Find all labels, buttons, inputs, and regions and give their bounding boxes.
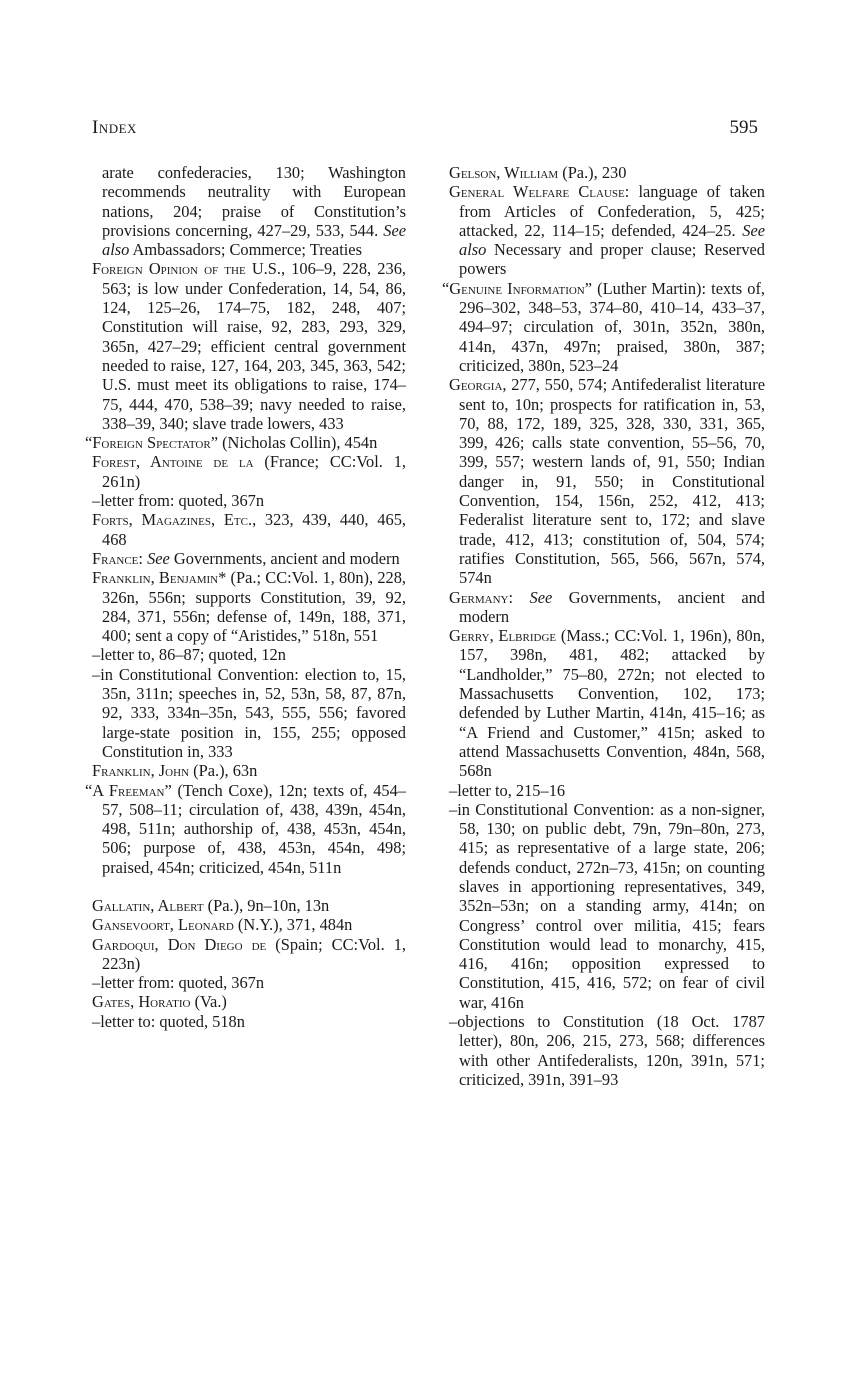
- entry-text: , 323, 439, 440, 465, 468: [102, 510, 406, 549]
- entry-text: (Va.): [190, 992, 227, 1012]
- entry-text: :: [138, 548, 148, 568]
- index-entry: [449, 375, 765, 587]
- running-title: Index: [92, 117, 137, 138]
- entry-text: (N.Y.), 371, 484n: [233, 915, 353, 935]
- entry-text: (Luther Martin): texts of, 296–302, 348–53, 374–80, 410–14, 433–37, 494–97; circulation of, 301n, 352n, 380n, 414n, 437n, 497n; praised, 380n, 387; criticized, 380n, 523–24: [459, 278, 765, 375]
- index-entry: [92, 452, 406, 491]
- index-entry: [92, 163, 406, 259]
- entry-text: :: [508, 587, 530, 607]
- entry-heading: “Foreign Spectator”: [85, 433, 218, 453]
- see-also-ref: See also: [459, 220, 765, 260]
- entry-text: (France; CC:Vol. 1, 261n): [102, 452, 406, 491]
- index-entry: [92, 935, 406, 974]
- entry-heading: France: [92, 548, 139, 568]
- entry-gap: [92, 877, 406, 896]
- index-entry: [92, 973, 406, 992]
- index-entry: [92, 761, 406, 780]
- index-entry: [92, 510, 406, 549]
- index-entry: [449, 781, 765, 800]
- see-also-ref: See: [147, 548, 170, 568]
- entry-heading: Forest, Antoine de la: [92, 452, 254, 472]
- entry-heading: Foreign Opinion of the U.S.: [92, 259, 281, 279]
- entry-text: –in Constitutional Convention: as a non-signer, 58, 130; on public debt, 79n, 79n–80n, 273, 415; as representative of a large state, 206; defends conduct, 272n–73, 415n; on counting slaves in apportioning representatives, 349, 352n–53n; on a standing army, 414n; on Congress’ control over militia, 415; fears Constitution would lead to monarchy, 415, 416, 416n; opposition expressed to Constitution, 415, 416, 572; on fear of civil war, 416n: [449, 799, 765, 1012]
- entry-heading: Gelson, William: [449, 163, 559, 182]
- entry-heading: Gates, Horatio: [92, 992, 191, 1012]
- page-number: 595: [729, 117, 758, 138]
- index-entry: [85, 433, 406, 453]
- index-column-right: [442, 163, 766, 1089]
- index-column-left: [85, 163, 407, 1031]
- entry-text: (Mass.; CC:Vol. 1, 196n), 80n, 157, 398n, 481, 482; attacked by “Landholder,” 75–80, 272n; not elected to Massachusetts Convention, 102, 173; defended by Luther Martin, 414n, 415–16; as “A Friend and Customer,” 415n; asked to attend Massachusetts Convention, 484n, 568, 568n: [459, 626, 766, 781]
- index-entry: [92, 259, 406, 433]
- entry-text: (Pa.), 230: [558, 163, 627, 182]
- index-entry: [92, 896, 406, 915]
- entry-text: (Nicholas Collin), 454n: [217, 433, 378, 453]
- cross-reference-text: Governments, ancient and modern: [459, 587, 765, 626]
- entry-heading: Georgia: [449, 375, 503, 395]
- index-entry: [92, 549, 406, 568]
- see-also-ref: See: [529, 587, 553, 607]
- index-entry: [449, 1012, 765, 1089]
- index-entry: [92, 645, 406, 664]
- index-entry: [92, 491, 406, 510]
- entry-heading: Gerry, Elbridge: [449, 626, 557, 646]
- entry-heading: “A Freeman”: [85, 780, 172, 800]
- entry-heading: Gardoqui, Don Diego de: [92, 934, 267, 954]
- entry-text: , 106–9, 228, 236, 563; is low under Confederation, 14, 54, 86, 124, 125–26, 174–75, 182, 248, 407; Constitution will raise, 92, 283, 293, 329, 365n, 427–29; efficient central government needed to raise, 127, 164, 203, 345, 363, 542; U.S. must meet its obligations to raise, 174–75, 444, 470, 538–39; navy needed to raise, 338–39, 340; slave trade lowers, 433: [102, 259, 406, 433]
- entry-text: –letter from: quoted, 367n: [92, 973, 265, 993]
- page-header: [92, 117, 758, 143]
- index-entry: [442, 278, 765, 375]
- cross-reference-text: Necessary and proper clause; Reserved powers: [459, 240, 765, 279]
- entry-heading: Gallatin, Albert: [92, 895, 204, 915]
- entry-heading: Forts, Magazines, Etc.: [92, 510, 253, 530]
- index-entry: [92, 1012, 406, 1031]
- index-entry: [449, 182, 765, 278]
- index-entry: [92, 568, 406, 645]
- entry-text: (Spain; CC:Vol. 1, 223n): [102, 934, 406, 973]
- entry-text: –in Constitutional Convention: election to, 15, 35n, 311n; speeches in, 52, 53n, 58, 87, 87n, 92, 333, 334n–35n, 543, 555, 556; favored large-state position in, 155, 255; opposed Constitution in, 333: [92, 664, 406, 761]
- index-entry: [92, 992, 406, 1011]
- entry-text: (Tench Coxe), 12n; texts of, 454–57, 508–11; circulation of, 438, 439n, 454n, 498, 511n; authorship of, 438, 453n, 454n, 506; purpose of, 438, 453n, 454n, 498; praised, 454n; criticized, 454n, 511n: [102, 780, 407, 877]
- entry-heading: Franklin, Benjamin: [92, 568, 219, 588]
- index-entry: [449, 800, 765, 1012]
- cross-reference-text: Governments, ancient and modern: [169, 548, 400, 568]
- index-entry: [449, 163, 765, 182]
- see-also-ref: See also: [102, 220, 406, 260]
- index-entry: [92, 665, 406, 761]
- entry-text: (Pa.), 9n–10n, 13n: [203, 895, 330, 915]
- entry-text: –letter to, 215–16: [449, 780, 566, 800]
- entry-text: –letter from: quoted, 367n: [92, 491, 265, 511]
- index-entry: [85, 780, 407, 877]
- index-entry: [449, 626, 765, 780]
- entry-text: –letter to, 86–87; quoted, 12n: [92, 645, 286, 665]
- entry-text: * (Pa.; CC:Vol. 1, 80n), 228, 326n, 556n; supports Constitution, 39, 92, 284, 371, 556n; defense of, 149n, 188, 371, 400; sent a copy of “Aristides,” 518n, 551: [102, 568, 407, 646]
- entry-text: –letter to: quoted, 518n: [92, 1011, 245, 1031]
- entry-text: , 277, 550, 574; Antifederalist literature sent to, 10n; prospects for ratification in, 53, 70, 88, 172, 189, 325, 328, 330, 331, 365, 399, 426; calls state convention, 55–56, 70, 399, 557; western lands of, 91, 550; Indian danger in, 91, 550; in Constitutional Convention, 154, 156n, 252, 412, 413; Federalist literature sent to, 172; and slave trade, 412, 413; constitution of, 504, 574; ratifies Constitution, 565, 566, 567n, 574, 574n: [459, 375, 765, 588]
- index-entry: [449, 588, 765, 627]
- entry-heading: Gansevoort, Leonard: [92, 915, 234, 935]
- entry-text: : language of taken from Articles of Confederation, 5, 425; attacked, 22, 114–15; defended, 424–25.: [459, 182, 765, 240]
- entry-text: –objections to Constitution (18 Oct. 1787 letter), 80n, 206, 215, 273, 568; differences with other Antifederalists, 120n, 391n, 571; criticized, 391n, 391–93: [449, 1012, 765, 1089]
- index-entry: [92, 915, 406, 934]
- entry-heading: Franklin, John: [92, 761, 190, 781]
- cross-reference-text: Ambassadors; Commerce; Treaties: [129, 240, 362, 260]
- entry-heading: “Genuine Information”: [442, 278, 593, 298]
- entry-text: arate confederacies, 130; Washington recommends neutrality with European nations, 204; praise of Constitution’s provisions concerning, 427–29, 533, 544.: [102, 163, 406, 240]
- entry-text: (Pa.), 63n: [189, 761, 258, 781]
- entry-heading: Germany: [449, 587, 509, 607]
- entry-heading: General Welfare Clause: [449, 182, 625, 202]
